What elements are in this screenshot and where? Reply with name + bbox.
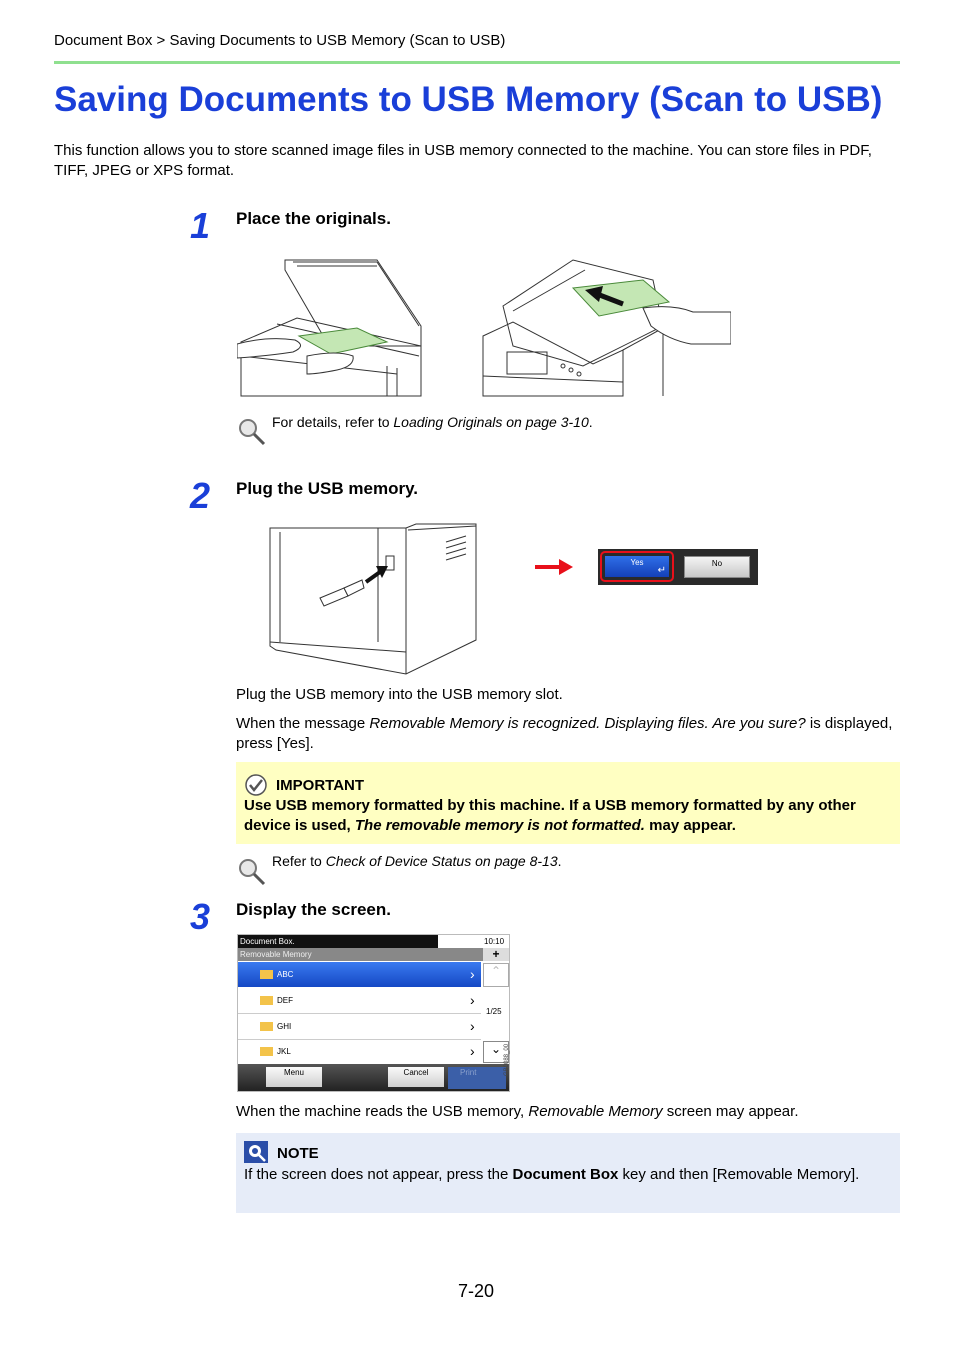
folder-icon [260,970,273,979]
header-rule [54,61,900,64]
add-icon[interactable]: + [483,948,509,961]
step-3-heading: Display the screen. [236,900,391,919]
step-1-reference: For details, refer to Loading Originals on page 3-10. [272,414,593,430]
important-text: Use USB memory formatted by this machine. If a USB memory formatted by any other device is used, The removable memory is not formatted. may appear. [244,797,856,834]
print-button[interactable]: Print [448,1067,506,1089]
step-2-body-2: When the message Removable Memory is recognized. Displaying files. Are you sure? is displayed, press [Yes]. [236,715,893,752]
step-2-number: 2 [190,475,211,516]
note-icon [244,1141,268,1163]
magnifier-icon [236,856,268,886]
step-2-heading: Plug the USB memory. [236,479,418,498]
page-number: 7-20 [458,1281,495,1301]
no-label: No [711,559,723,568]
screen-footer [238,1064,509,1091]
image-code: GB0088_00 [504,1043,510,1076]
step-3-body: When the machine reads the USB memory, Removable Memory screen may appear. [236,1103,799,1120]
reference-link[interactable]: Check of Device Status on page 8-13 [325,853,558,869]
magnifier-icon [236,416,268,446]
list-item[interactable]: DEF › [238,988,481,1014]
cancel-button[interactable]: Cancel [388,1067,444,1087]
scroll-up-button[interactable]: ⌃ [483,963,509,987]
breadcrumb: Document Box > Saving Documents to USB Memory (Scan to USB) [54,32,506,49]
removable-memory-screen [237,934,510,1092]
step-2-body-1: Plug the USB memory into the USB memory slot. [236,686,563,703]
folder-icon [260,1022,273,1031]
chevron-right-icon: › [470,966,475,982]
page-indicator: 1/25 [486,1007,502,1016]
folder-icon [260,1047,273,1056]
right-arrow-icon [535,557,575,577]
usb-plug-illustration [266,522,478,678]
step-1-number: 1 [190,205,211,246]
screen-header: Document Box. [238,935,438,948]
checkmark-icon [244,773,268,797]
step-2-reference: Refer to Check of Device Status on page 8-13. [272,853,562,869]
enter-icon: ↵ [657,565,666,576]
no-button[interactable] [684,556,750,578]
note-box [236,1133,900,1213]
screen-subheader: Removable Memory [238,948,483,961]
important-box [236,762,900,844]
chevron-right-icon: › [470,1018,475,1034]
step-3-number: 3 [190,896,211,937]
platen-illustration [237,256,423,398]
note-heading: NOTE [277,1145,319,1162]
folder-icon [260,996,273,1005]
yes-button[interactable] [600,551,674,582]
chevron-right-icon: › [470,1043,475,1059]
scroll-down-button[interactable]: ⌄ [483,1041,509,1063]
important-heading: IMPORTANT [276,777,365,794]
chevron-right-icon: › [470,992,475,1008]
note-text: If the screen does not appear, press the Document Box key and then [Removable Memory]. [244,1166,860,1183]
reference-link[interactable]: Loading Originals on page 3-10 [393,414,589,430]
step-1-heading: Place the originals. [236,209,391,228]
page-title: Saving Documents to USB Memory (Scan to USB) [54,80,883,119]
yes-no-dialog [598,549,758,585]
list-item[interactable]: ABC › [238,962,481,987]
screen-time: 10:10 [484,937,505,946]
yes-label: Yes [630,558,644,567]
menu-button[interactable]: Menu [266,1067,322,1087]
list-item[interactable]: JKL › [238,1040,481,1063]
list-item[interactable]: GHI › [238,1014,481,1040]
document-processor-illustration [473,256,731,398]
intro-text: This function allows you to store scanned image files in USB memory connected to the machine. You can store files in PDF, TIFF, JPEG or XPS format. [54,142,872,179]
